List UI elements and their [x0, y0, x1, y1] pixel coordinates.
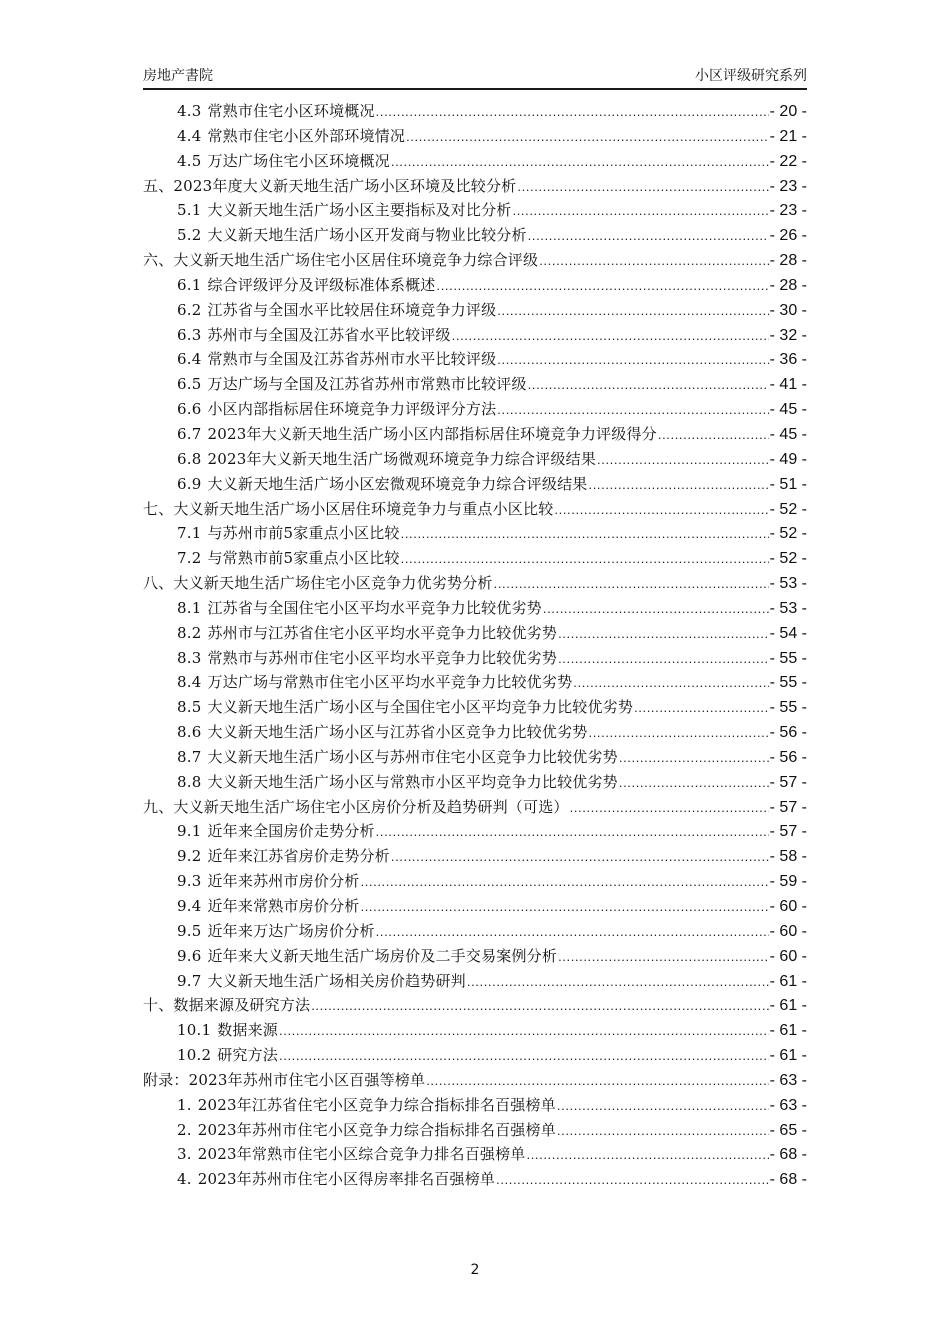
toc-entry-number: 8.1	[177, 598, 202, 617]
toc-entry-title: 大义新天地生活广场小区主要指标及对比分析	[207, 201, 512, 220]
dot-leader	[279, 1044, 769, 1069]
header-publisher: 房地产書院	[143, 68, 213, 84]
toc-entry-page: - 28 -	[769, 252, 807, 270]
toc-entry-title: 大义新天地生活广场小区开发商与物业比较分析	[207, 226, 527, 245]
toc-entry-page: - 61 -	[769, 1022, 807, 1040]
toc-entry-title: 近年来江苏省房价走势分析	[207, 847, 390, 866]
toc-section-entry[interactable]	[143, 1118, 807, 1143]
dot-leader	[528, 373, 769, 398]
toc-entry-page: - 63 -	[769, 1096, 807, 1114]
dot-leader	[376, 100, 769, 125]
toc-section-entry[interactable]	[143, 869, 807, 894]
toc-entry-label	[177, 372, 527, 397]
toc-entry-title: 大义新天地生活广场小区与常熟市小区平均竞争力比较优劣势	[207, 772, 618, 791]
toc-entry-label	[177, 546, 400, 571]
toc-entry-number: 8.6	[177, 723, 202, 742]
toc-entry-label	[143, 174, 516, 199]
toc-entry-label	[177, 273, 435, 298]
toc-entry-page: - 51 -	[769, 475, 807, 493]
toc-entry-page: - 26 -	[769, 227, 807, 245]
toc-entry-number: 5.1	[177, 201, 202, 220]
dot-leader	[557, 1119, 769, 1144]
dot-leader	[570, 796, 769, 821]
toc-chapter-entry[interactable]	[143, 993, 807, 1018]
toc-entry-label	[143, 993, 310, 1018]
toc-entry-title: 万达广场与常熟市住宅小区平均水平竞争力比较优劣势	[207, 673, 573, 692]
toc-section-entry[interactable]	[143, 323, 807, 348]
toc-entry-label	[177, 1018, 278, 1043]
toc-entry-label	[177, 944, 557, 969]
toc-entry-number: 8.3	[177, 648, 202, 667]
dot-leader	[588, 721, 768, 746]
toc-entry-title: 万达广场住宅小区环境概况	[207, 151, 390, 170]
dot-leader	[401, 522, 769, 547]
toc-entry-label	[177, 149, 390, 174]
toc-entry-title: 大义新天地生活广场小区与苏州市住宅小区竞争力比较优劣势	[207, 747, 618, 766]
toc-section-entry[interactable]	[143, 944, 807, 969]
dot-leader	[376, 920, 769, 945]
toc-chapter-entry[interactable]	[143, 795, 807, 820]
toc-entry-label	[177, 347, 496, 372]
toc-section-entry[interactable]	[143, 621, 807, 646]
toc-entry-number: 1.	[177, 1095, 192, 1114]
toc-entry-page: - 61 -	[769, 972, 807, 990]
toc-entry-page: - 20 -	[769, 103, 807, 120]
toc-section-entry[interactable]	[143, 198, 807, 223]
toc-section-entry[interactable]	[143, 695, 807, 720]
toc-entry-page: - 65 -	[769, 1121, 807, 1139]
toc-entry-page: - 23 -	[769, 202, 807, 220]
header-series-title: 小区评级研究系列	[695, 68, 807, 84]
dot-leader	[401, 547, 769, 572]
toc-entry-number: 九、	[143, 797, 174, 816]
toc-entry-title: 大义新天地生活广场住宅小区居住环境竞争力综合评级	[173, 251, 539, 270]
toc-entry-title: 常熟市与苏州市住宅小区平均水平竞争力比较优劣势	[207, 648, 558, 667]
toc-entry-page: - 53 -	[769, 599, 807, 617]
toc-entry-number: 6.8	[177, 449, 202, 468]
toc-entry-number: 9.1	[177, 822, 202, 841]
dot-leader	[497, 348, 768, 373]
toc-entry-page: - 45 -	[769, 401, 807, 419]
toc-entry-title: 常熟市住宅小区外部环境情况	[207, 126, 406, 145]
dot-leader	[558, 647, 769, 672]
toc-entry-label	[177, 844, 390, 869]
toc-entry-number: 十、	[143, 996, 174, 1015]
dot-leader	[558, 622, 769, 647]
toc-entry-number: 3.	[177, 1145, 192, 1164]
toc-entry-page: - 56 -	[769, 724, 807, 742]
toc-entry-label	[143, 795, 569, 820]
toc-entry-label	[177, 1167, 495, 1192]
toc-entry-title: 近年来全国房价走势分析	[207, 822, 375, 841]
toc-entry-title: 常熟市住宅小区环境概况	[207, 102, 375, 120]
dot-leader	[573, 671, 768, 696]
toc-entry-title: 2023年度大义新天地生活广场小区环境及比较分析	[173, 176, 517, 195]
toc-entry-label	[177, 919, 375, 944]
toc-entry-number: 六、	[143, 251, 174, 270]
dot-leader	[558, 945, 769, 970]
toc-entry-title: 2023年苏州市住宅小区百强等榜单	[188, 1070, 426, 1089]
toc-entry-page: - 23 -	[769, 177, 807, 195]
toc-entry-page: - 68 -	[769, 1146, 807, 1164]
dot-leader	[557, 1094, 769, 1119]
toc-section-entry[interactable]	[143, 422, 807, 447]
toc-entry-label	[177, 770, 618, 795]
toc-entry-page: - 30 -	[769, 301, 807, 319]
toc-entry-number: 6.9	[177, 474, 202, 493]
toc-entry-title: 江苏省与全国水平比较居住环境竞争力评级	[207, 300, 497, 319]
toc-entry-title: 大义新天地生活广场住宅小区竞争力优劣势分析	[173, 574, 493, 593]
toc-entry-number: 8.4	[177, 673, 202, 692]
toc-entry-number: 8.8	[177, 772, 202, 791]
toc-entry-page: - 54 -	[769, 624, 807, 642]
toc-entry-number: 10.2	[177, 1046, 212, 1065]
toc-entry-page: - 52 -	[769, 525, 807, 543]
dot-leader	[391, 150, 769, 175]
toc-chapter-entry[interactable]	[143, 174, 807, 199]
toc-entry-title: 常熟市与全国及江苏省苏州市水平比较评级	[207, 350, 497, 369]
toc-entry-page: - 61 -	[769, 997, 807, 1015]
toc-section-entry[interactable]	[143, 720, 807, 745]
toc-entry-title: 2023年苏州市住宅小区竞争力综合指标排名百强榜单	[197, 1120, 556, 1139]
toc-entry-label	[177, 397, 496, 422]
toc-entry-label	[177, 323, 451, 348]
dot-leader	[543, 597, 769, 622]
toc-entry-page: - 55 -	[769, 674, 807, 692]
toc-entry-label	[177, 869, 359, 894]
toc-entry-label	[177, 99, 375, 124]
toc-entry-title: 大义新天地生活广场小区居住环境竞争力与重点小区比较	[173, 499, 554, 518]
toc-entry-title: 大义新天地生活广场小区与江苏省小区竞争力比较优劣势	[207, 723, 588, 742]
toc-entry-label	[177, 969, 466, 994]
toc-entry-title: 2023年苏州市住宅小区得房率排名百强榜单	[197, 1170, 496, 1189]
toc-section-entry[interactable]	[143, 1167, 807, 1192]
dot-leader	[497, 299, 768, 324]
toc-entry-label	[177, 1142, 526, 1167]
toc-entry-label	[177, 695, 633, 720]
dot-leader	[426, 1069, 768, 1094]
toc-entry-number: 4.4	[177, 126, 202, 145]
toc-section-entry[interactable]	[143, 447, 807, 472]
toc-section-entry[interactable]	[143, 397, 807, 422]
toc-section-entry[interactable]	[143, 894, 807, 919]
toc-chapter-entry[interactable]	[143, 571, 807, 596]
toc-entry-label	[177, 894, 359, 919]
toc-entry-number: 6.7	[177, 424, 202, 443]
toc-entry-label	[143, 497, 553, 522]
toc-entry-number: 2.	[177, 1120, 192, 1139]
dot-leader	[360, 895, 768, 920]
dot-leader	[436, 274, 768, 299]
toc-entry-title: 小区内部指标居住环境竞争力评级评分方法	[207, 400, 497, 419]
toc-entry-label	[177, 521, 400, 546]
toc-entry-page: - 55 -	[769, 649, 807, 667]
toc-section-entry[interactable]	[143, 546, 807, 571]
dot-leader	[452, 324, 769, 349]
toc-entry-number: 6.1	[177, 275, 202, 294]
toc-entry-label	[143, 571, 493, 596]
toc-entry-title: 研究方法	[217, 1046, 279, 1065]
dot-leader	[279, 1019, 769, 1044]
toc-entry-title: 大义新天地生活广场住宅小区房价分析及趋势研判（可选）	[173, 797, 569, 816]
toc-entry-number: 五、	[143, 176, 174, 195]
toc-entry-label	[177, 447, 596, 472]
toc-section-entry[interactable]	[143, 745, 807, 770]
toc-entry-title: 苏州市与全国及江苏省水平比较评级	[207, 325, 451, 344]
dot-leader	[496, 1168, 769, 1193]
toc-entry-page: - 56 -	[769, 748, 807, 766]
toc-chapter-entry[interactable]	[143, 248, 807, 273]
toc-entry-number: 9.3	[177, 872, 202, 891]
toc-entry-label	[177, 124, 405, 149]
toc-entry-label	[177, 472, 587, 497]
toc-entry-number: 4.3	[177, 102, 202, 120]
toc-entry-label	[143, 1068, 425, 1093]
toc-entry-page: - 32 -	[769, 326, 807, 344]
toc-entry-label	[177, 198, 511, 223]
toc-entry-page: - 52 -	[769, 500, 807, 518]
toc-entry-number: 6.2	[177, 300, 202, 319]
toc-entry-page: - 21 -	[769, 127, 807, 145]
dot-leader	[619, 746, 769, 771]
toc-entry-number: 8.7	[177, 747, 202, 766]
toc-entry-title: 与苏州市前5家重点小区比较	[207, 524, 400, 543]
dot-leader	[497, 398, 768, 423]
toc-entry-number: 6.6	[177, 400, 202, 419]
toc-entry-number: 7.2	[177, 549, 202, 568]
dot-leader	[512, 199, 768, 224]
page-number: 2	[470, 1262, 480, 1278]
toc-entry-number: 4.5	[177, 151, 202, 170]
toc-entry-title: 近年来常熟市房价分析	[207, 897, 360, 915]
toc-entry-label	[177, 223, 527, 248]
toc-entry-title: 与常熟市前5家重点小区比较	[207, 549, 400, 568]
toc-entry-number: 6.3	[177, 325, 202, 344]
toc-section-entry[interactable]	[143, 770, 807, 795]
toc-entry-title: 2023年常熟市住宅小区综合竞争力排名百强榜单	[197, 1145, 526, 1164]
toc-entry-number: 七、	[143, 499, 174, 518]
toc-entry-page: - 36 -	[769, 351, 807, 369]
toc-entry-label	[177, 670, 572, 695]
dot-leader	[467, 970, 769, 995]
toc-entry-page: - 55 -	[769, 699, 807, 717]
dot-leader	[658, 423, 769, 448]
toc-entry-number: 9.2	[177, 847, 202, 866]
toc-entry-page: - 58 -	[769, 848, 807, 866]
toc-entry-number: 9.5	[177, 921, 202, 940]
toc-entry-label	[177, 1093, 556, 1118]
toc-section-entry[interactable]	[143, 223, 807, 248]
dot-leader	[634, 696, 769, 721]
toc-entry-number: 5.2	[177, 226, 202, 245]
toc-section-entry[interactable]	[143, 472, 807, 497]
toc-entry-number: 9.4	[177, 897, 202, 915]
toc-entry-number: 附录：	[143, 1070, 189, 1089]
toc-entry-page: - 28 -	[769, 276, 807, 294]
toc-entry-number: 8.5	[177, 698, 202, 717]
toc-entry-number: 8.2	[177, 623, 202, 642]
toc-entry-title: 2023年江苏省住宅小区竞争力综合指标排名百强榜单	[197, 1095, 556, 1114]
toc-entry-number: 八、	[143, 574, 174, 593]
dot-leader	[554, 498, 768, 523]
toc-entry-title: 大义新天地生活广场相关房价趋势研判	[207, 971, 466, 990]
toc-entry-label	[177, 646, 557, 671]
dot-leader	[376, 820, 769, 845]
dot-leader	[528, 224, 769, 249]
toc-entry-title: 综合评级评分及评级标准体系概述	[207, 275, 436, 294]
toc-section-entry[interactable]	[143, 99, 807, 124]
toc-entry-page: - 60 -	[769, 898, 807, 915]
toc-entry-title: 数据来源及研究方法	[173, 996, 311, 1015]
toc-section-entry[interactable]	[143, 298, 807, 323]
dot-leader	[494, 572, 769, 597]
toc-section-entry[interactable]	[143, 124, 807, 149]
toc-section-entry[interactable]	[143, 273, 807, 298]
toc-section-entry[interactable]	[143, 1018, 807, 1043]
toc-entry-number: 10.1	[177, 1021, 212, 1040]
dot-leader	[588, 473, 768, 498]
dot-leader	[597, 448, 769, 473]
toc-entry-page: - 60 -	[769, 922, 807, 940]
toc-section-entry[interactable]	[143, 347, 807, 372]
toc-entry-title: 万达广场与全国及江苏省苏州市常熟市比较评级	[207, 375, 527, 394]
toc-entry-label	[177, 298, 496, 323]
toc-section-entry[interactable]	[143, 646, 807, 671]
toc-entry-label	[177, 1043, 278, 1068]
toc-entry-number: 4.	[177, 1170, 192, 1189]
toc-entry-number: 6.4	[177, 350, 202, 369]
toc-section-entry[interactable]	[143, 1093, 807, 1118]
toc-entry-label	[177, 422, 657, 447]
toc-entry-page: - 57 -	[769, 798, 807, 816]
toc-section-entry[interactable]	[143, 1142, 807, 1167]
toc-section-entry[interactable]	[143, 1043, 807, 1068]
toc-section-entry[interactable]	[143, 149, 807, 174]
toc-entry-title: 近年来万达广场房价分析	[207, 921, 375, 940]
toc-entry-title: 数据来源	[217, 1021, 279, 1040]
dot-leader	[517, 175, 768, 200]
dot-leader	[360, 870, 768, 895]
toc-entry-number: 6.5	[177, 375, 202, 394]
toc-entry-page: - 60 -	[769, 947, 807, 965]
toc-entry-number: 7.1	[177, 524, 202, 543]
toc-entry-label	[143, 248, 538, 273]
toc-entry-label	[177, 1118, 556, 1143]
toc-entry-page: - 22 -	[769, 152, 807, 170]
dot-leader	[311, 994, 768, 1019]
toc-section-entry[interactable]	[143, 969, 807, 994]
toc-section-entry[interactable]	[143, 844, 807, 869]
table-of-contents	[143, 99, 807, 1192]
toc-entry-page: - 57 -	[769, 823, 807, 841]
page-header	[143, 66, 807, 90]
toc-entry-page: - 45 -	[769, 425, 807, 443]
toc-section-entry[interactable]	[143, 819, 807, 844]
toc-entry-title: 江苏省与全国住宅小区平均水平竞争力比较优劣势	[207, 598, 542, 617]
dot-leader	[539, 249, 768, 274]
dot-leader	[619, 771, 769, 796]
toc-entry-label	[177, 819, 375, 844]
toc-section-entry[interactable]	[143, 372, 807, 397]
dot-leader	[406, 125, 769, 150]
toc-entry-number: 9.7	[177, 971, 202, 990]
toc-entry-title: 大义新天地生活广场小区宏微观环境竞争力综合评级结果	[207, 474, 588, 493]
toc-entry-page: - 52 -	[769, 550, 807, 568]
toc-entry-page: - 57 -	[769, 773, 807, 791]
toc-entry-title: 大义新天地生活广场小区与全国住宅小区平均竞争力比较优劣势	[207, 698, 634, 717]
toc-entry-page: - 53 -	[769, 575, 807, 593]
toc-entry-page: - 41 -	[769, 376, 807, 394]
toc-entry-page: - 68 -	[769, 1171, 807, 1189]
toc-entry-title: 2023年大义新天地生活广场微观环境竞争力综合评级结果	[207, 449, 597, 468]
toc-section-entry[interactable]	[143, 919, 807, 944]
dot-leader	[391, 845, 769, 870]
toc-entry-page: - 63 -	[769, 1071, 807, 1089]
toc-entry-label	[177, 720, 587, 745]
toc-section-entry[interactable]	[143, 670, 807, 695]
toc-section-entry[interactable]	[143, 596, 807, 621]
toc-entry-page: - 49 -	[769, 450, 807, 468]
toc-entry-title: 苏州市与江苏省住宅小区平均水平竞争力比较优劣势	[207, 623, 558, 642]
toc-section-entry[interactable]	[143, 521, 807, 546]
toc-entry-number: 9.6	[177, 946, 202, 965]
toc-entry-title: 2023年大义新天地生活广场小区内部指标居住环境竞争力评级得分	[207, 424, 657, 443]
toc-chapter-entry[interactable]	[143, 1068, 807, 1093]
toc-entry-label	[177, 745, 618, 770]
toc-entry-label	[177, 596, 542, 621]
toc-chapter-entry[interactable]	[143, 497, 807, 522]
toc-entry-title: 近年来苏州市房价分析	[207, 872, 360, 891]
dot-leader	[527, 1143, 769, 1168]
toc-entry-page: - 59 -	[769, 873, 807, 891]
toc-entry-label	[177, 621, 557, 646]
toc-entry-title: 近年来大义新天地生活广场房价及二手交易案例分析	[207, 946, 558, 965]
toc-entry-page: - 61 -	[769, 1047, 807, 1065]
